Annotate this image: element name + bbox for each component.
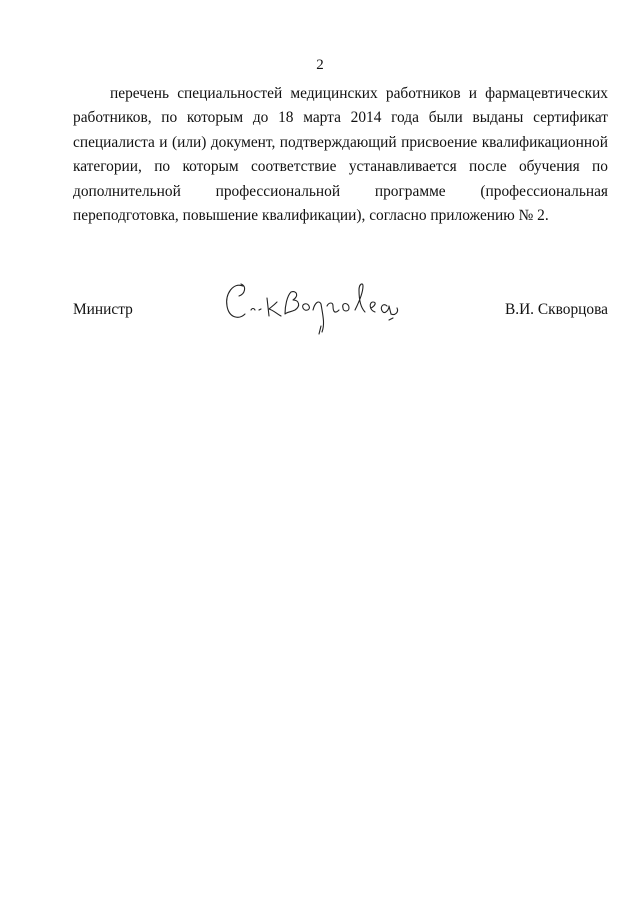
page-number: 2 — [316, 57, 324, 73]
document-paragraph — [73, 82, 608, 228]
paragraph-line: работников, по которым до 18 марта 2014 года были выданы сертификат — [73, 109, 608, 127]
paragraph-line: специалиста и (или) документ, подтверждающий присвоение квалификационной — [73, 133, 608, 151]
signer-name: В.И. Скворцова — [504, 301, 608, 318]
signature-block — [73, 300, 608, 340]
paragraph-line: перечень специальностей медицинских работников и фармацевтических — [110, 85, 608, 102]
handwritten-signature-icon — [221, 272, 421, 336]
paragraph-line: дополнительной профессиональной программе (профессиональная — [73, 182, 608, 200]
position-title: Министр — [73, 301, 133, 318]
paragraph-line: категории, по которым соответствие устанавливается после обучения по — [73, 158, 608, 176]
paragraph-line: переподготовка, повышение квалификации), согласно приложению № 2. — [73, 206, 549, 224]
